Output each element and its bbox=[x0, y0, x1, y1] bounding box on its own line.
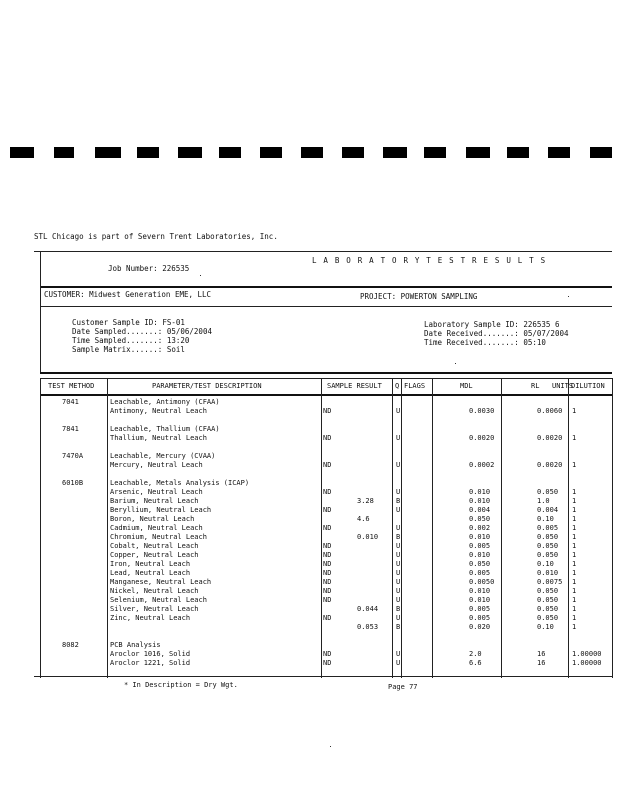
report-title: L A B O R A T O R Y T E S T R E S U L T S bbox=[312, 256, 547, 265]
row-dilution: 1 bbox=[572, 506, 577, 514]
row-nd: ND bbox=[323, 560, 332, 568]
row-dilution: 1 bbox=[572, 488, 577, 496]
row-qualifier: U bbox=[396, 659, 401, 667]
row-nd: ND bbox=[323, 407, 332, 415]
row-dilution: 1 bbox=[572, 587, 577, 595]
row-parameter: Mercury, Neutral Leach bbox=[110, 461, 203, 469]
row-mdl: 6.6 bbox=[469, 659, 482, 667]
row-rl: 0.10 bbox=[537, 560, 554, 568]
row-rl: 16 bbox=[537, 659, 546, 667]
row-result: 0.044 bbox=[357, 605, 379, 613]
table-row bbox=[0, 506, 618, 515]
row-rl: 0.10 bbox=[537, 515, 554, 523]
row-qualifier: U bbox=[396, 506, 401, 514]
row-parameter: Nickel, Neutral Leach bbox=[110, 587, 199, 595]
row-dilution: 1.00000 bbox=[572, 659, 602, 667]
row-dilution: 1 bbox=[572, 551, 577, 559]
row-parameter: PCB Analysis bbox=[110, 641, 161, 649]
row-parameter: Cadmium, Neutral Leach bbox=[110, 524, 203, 532]
row-nd: ND bbox=[323, 551, 332, 559]
table-row bbox=[0, 623, 618, 632]
row-method: 7041 bbox=[62, 398, 79, 406]
job-number bbox=[108, 264, 189, 273]
row-parameter: Chromium, Neutral Leach bbox=[110, 533, 207, 541]
row-parameter: Lead, Neutral Leach bbox=[110, 569, 191, 577]
row-dilution: 1 bbox=[572, 560, 577, 568]
laboratory-sample-id: Laboratory Sample ID: 226535 6 bbox=[424, 320, 560, 329]
date-received: Date Received.......: 05/07/2004 bbox=[424, 329, 569, 338]
row-dilution: 1 bbox=[572, 542, 577, 550]
row-qualifier: U bbox=[396, 524, 401, 532]
row-qualifier: B bbox=[396, 623, 401, 631]
row-rl: 1.0 bbox=[537, 497, 550, 505]
row-parameter: Beryllium, Neutral Leach bbox=[110, 506, 212, 514]
col-q: Q bbox=[395, 382, 400, 390]
row-qualifier: U bbox=[396, 407, 401, 415]
row-mdl: 0.002 bbox=[469, 524, 491, 532]
row-rl: 0.050 bbox=[537, 605, 559, 613]
row-parameter: Selenium, Neutral Leach bbox=[110, 596, 207, 604]
row-nd: ND bbox=[323, 434, 332, 442]
time-sampled: Time Sampled.......: 13:20 bbox=[72, 336, 190, 345]
row-mdl: 0.010 bbox=[469, 533, 491, 541]
table-row bbox=[0, 443, 618, 452]
row-rl: 0.0020 bbox=[537, 434, 563, 442]
row-dilution: 1.00000 bbox=[572, 650, 602, 658]
row-rl: 0.050 bbox=[537, 587, 559, 595]
footnote: * In Description = Dry Wgt. bbox=[124, 681, 238, 689]
row-rl: 0.0020 bbox=[537, 461, 563, 469]
row-result: 3.28 bbox=[357, 497, 374, 505]
table-row bbox=[0, 632, 618, 641]
table-row bbox=[0, 398, 618, 407]
col-parameter: PARAMETER/TEST DESCRIPTION bbox=[152, 382, 262, 390]
row-qualifier: U bbox=[396, 551, 401, 559]
table-row bbox=[0, 578, 618, 587]
table-row bbox=[0, 470, 618, 479]
row-mdl: 0.005 bbox=[469, 614, 491, 622]
table-row bbox=[0, 533, 618, 542]
row-parameter: Thallium, Neutral Leach bbox=[110, 434, 207, 442]
row-method: 6010B bbox=[62, 479, 84, 487]
row-nd: ND bbox=[323, 569, 332, 577]
row-rl: 0.10 bbox=[537, 623, 554, 631]
row-result: 4.6 bbox=[357, 515, 370, 523]
row-dilution: 1 bbox=[572, 407, 577, 415]
row-qualifier: B bbox=[396, 497, 401, 505]
row-nd: ND bbox=[323, 488, 332, 496]
row-parameter: Manganese, Neutral Leach bbox=[110, 578, 212, 586]
row-nd: ND bbox=[323, 461, 332, 469]
col-sample-result: SAMPLE RESULT bbox=[327, 382, 382, 390]
col-test-method: TEST METHOD bbox=[48, 382, 95, 390]
row-mdl: 0.0050 bbox=[469, 578, 495, 586]
row-parameter: Barium, Neutral Leach bbox=[110, 497, 199, 505]
row-mdl: 0.010 bbox=[469, 551, 491, 559]
customer bbox=[44, 290, 211, 299]
row-nd: ND bbox=[323, 614, 332, 622]
row-parameter: Iron, Neutral Leach bbox=[110, 560, 191, 568]
row-qualifier: U bbox=[396, 560, 401, 568]
row-parameter: Arsenic, Neutral Leach bbox=[110, 488, 203, 496]
row-nd: ND bbox=[323, 578, 332, 586]
col-units: UNITS bbox=[552, 382, 574, 390]
table-row bbox=[0, 569, 618, 578]
row-mdl: 0.0030 bbox=[469, 407, 495, 415]
table-row bbox=[0, 515, 618, 524]
row-mdl: 0.050 bbox=[469, 560, 491, 568]
row-method: 8082 bbox=[62, 641, 79, 649]
table-row bbox=[0, 524, 618, 533]
customer-sample-id: Customer Sample ID: FS-01 bbox=[72, 318, 185, 327]
row-parameter: Leachable, Metals Analysis (ICAP) bbox=[110, 479, 250, 487]
row-qualifier: B bbox=[396, 533, 401, 541]
table-row bbox=[0, 560, 618, 569]
job-number-value: 226535 bbox=[162, 264, 190, 273]
row-rl: 0.050 bbox=[537, 488, 559, 496]
row-mdl: 0.004 bbox=[469, 506, 491, 514]
table-row bbox=[0, 497, 618, 506]
row-qualifier: U bbox=[396, 488, 401, 496]
table-row bbox=[0, 587, 618, 596]
row-mdl: 0.005 bbox=[469, 569, 491, 577]
table-row bbox=[0, 452, 618, 461]
row-dilution: 1 bbox=[572, 614, 577, 622]
table-row bbox=[0, 614, 618, 623]
row-mdl: 0.010 bbox=[469, 596, 491, 604]
row-dilution: 1 bbox=[572, 578, 577, 586]
row-nd: ND bbox=[323, 506, 332, 514]
table-row bbox=[0, 551, 618, 560]
row-mdl: 0.050 bbox=[469, 515, 491, 523]
page-number: Page 77 bbox=[388, 683, 418, 691]
row-mdl: 2.0 bbox=[469, 650, 482, 658]
row-rl: 0.050 bbox=[537, 551, 559, 559]
row-dilution: 1 bbox=[572, 569, 577, 577]
table-row bbox=[0, 641, 618, 650]
table-row bbox=[0, 605, 618, 614]
row-dilution: 1 bbox=[572, 623, 577, 631]
row-dilution: 1 bbox=[572, 596, 577, 604]
row-method: 7841 bbox=[62, 425, 79, 433]
row-dilution: 1 bbox=[572, 434, 577, 442]
row-parameter: Zinc, Neutral Leach bbox=[110, 614, 191, 622]
table-row bbox=[0, 416, 618, 425]
date-sampled: Date Sampled.......: 05/06/2004 bbox=[72, 327, 212, 336]
row-method: 7470A bbox=[62, 452, 84, 460]
row-parameter: Aroclor 1016, Solid bbox=[110, 650, 191, 658]
row-dilution: 1 bbox=[572, 515, 577, 523]
row-rl: 0.0060 bbox=[537, 407, 563, 415]
row-parameter: Leachable, Thallium (CFAA) bbox=[110, 425, 220, 433]
row-parameter: Silver, Neutral Leach bbox=[110, 605, 199, 613]
intro-text: STL Chicago is part of Severn Trent Laboratories, Inc. bbox=[34, 232, 278, 241]
customer-label: CUSTOMER: bbox=[44, 290, 85, 299]
row-nd: ND bbox=[323, 650, 332, 658]
row-rl: 0.010 bbox=[537, 569, 559, 577]
table-row bbox=[0, 542, 618, 551]
table-row bbox=[0, 659, 618, 668]
row-qualifier: U bbox=[396, 596, 401, 604]
sample-info-right bbox=[424, 320, 569, 347]
col-dilution: DILUTION bbox=[571, 382, 605, 390]
row-dilution: 1 bbox=[572, 605, 577, 613]
row-mdl: 0.010 bbox=[469, 497, 491, 505]
row-parameter: Copper, Neutral Leach bbox=[110, 551, 199, 559]
project-value: POWERTON SAMPLING bbox=[400, 292, 478, 301]
row-qualifier: U bbox=[396, 569, 401, 577]
table-row bbox=[0, 479, 618, 488]
row-mdl: 0.005 bbox=[469, 542, 491, 550]
row-rl: 0.050 bbox=[537, 542, 559, 550]
row-dilution: 1 bbox=[572, 524, 577, 532]
project-label: PROJECT: bbox=[360, 292, 397, 301]
customer-value: Midwest Generation EME, LLC bbox=[89, 290, 212, 299]
job-number-label: Job Number: bbox=[108, 264, 158, 273]
row-dilution: 1 bbox=[572, 533, 577, 541]
row-mdl: 0.0002 bbox=[469, 461, 495, 469]
sample-info-left bbox=[72, 318, 212, 354]
row-qualifier: U bbox=[396, 587, 401, 595]
table-row bbox=[0, 434, 618, 443]
row-mdl: 0.020 bbox=[469, 623, 491, 631]
row-qualifier: B bbox=[396, 605, 401, 613]
row-mdl: 0.010 bbox=[469, 587, 491, 595]
col-flags: FLAGS bbox=[404, 382, 426, 390]
table-row bbox=[0, 650, 618, 659]
table-row bbox=[0, 407, 618, 416]
project bbox=[360, 292, 477, 301]
row-parameter: Aroclor 1221, Solid bbox=[110, 659, 191, 667]
row-parameter: Cobalt, Neutral Leach bbox=[110, 542, 199, 550]
row-result: 0.053 bbox=[357, 623, 379, 631]
row-mdl: 0.0020 bbox=[469, 434, 495, 442]
row-nd: ND bbox=[323, 659, 332, 667]
sample-matrix: Sample Matrix......: Soil bbox=[72, 345, 185, 354]
row-qualifier: U bbox=[396, 434, 401, 442]
row-parameter: Leachable, Antimony (CFAA) bbox=[110, 398, 220, 406]
table-row bbox=[0, 488, 618, 497]
row-qualifier: U bbox=[396, 542, 401, 550]
time-received: Time Received.......: 05:10 bbox=[424, 338, 546, 347]
row-dilution: 1 bbox=[572, 497, 577, 505]
row-rl: 16 bbox=[537, 650, 546, 658]
row-rl: 0.050 bbox=[537, 596, 559, 604]
col-mdl: MDL bbox=[460, 382, 473, 390]
row-qualifier: U bbox=[396, 614, 401, 622]
row-rl: 0.004 bbox=[537, 506, 559, 514]
row-qualifier: U bbox=[396, 650, 401, 658]
row-nd: ND bbox=[323, 524, 332, 532]
row-parameter: Antimony, Neutral Leach bbox=[110, 407, 207, 415]
row-nd: ND bbox=[323, 542, 332, 550]
row-nd: ND bbox=[323, 596, 332, 604]
row-qualifier: U bbox=[396, 578, 401, 586]
table-row bbox=[0, 425, 618, 434]
row-rl: 0.0075 bbox=[537, 578, 563, 586]
row-parameter: Leachable, Mercury (CVAA) bbox=[110, 452, 216, 460]
table-row bbox=[0, 461, 618, 470]
row-rl: 0.050 bbox=[537, 533, 559, 541]
row-nd: ND bbox=[323, 587, 332, 595]
row-rl: 0.005 bbox=[537, 524, 559, 532]
row-rl: 0.050 bbox=[537, 614, 559, 622]
row-qualifier: U bbox=[396, 461, 401, 469]
row-mdl: 0.010 bbox=[469, 488, 491, 496]
row-parameter: Boron, Neutral Leach bbox=[110, 515, 195, 523]
row-dilution: 1 bbox=[572, 461, 577, 469]
row-result: 0.010 bbox=[357, 533, 379, 541]
col-rl: RL bbox=[531, 382, 540, 390]
row-mdl: 0.005 bbox=[469, 605, 491, 613]
table-row bbox=[0, 596, 618, 605]
